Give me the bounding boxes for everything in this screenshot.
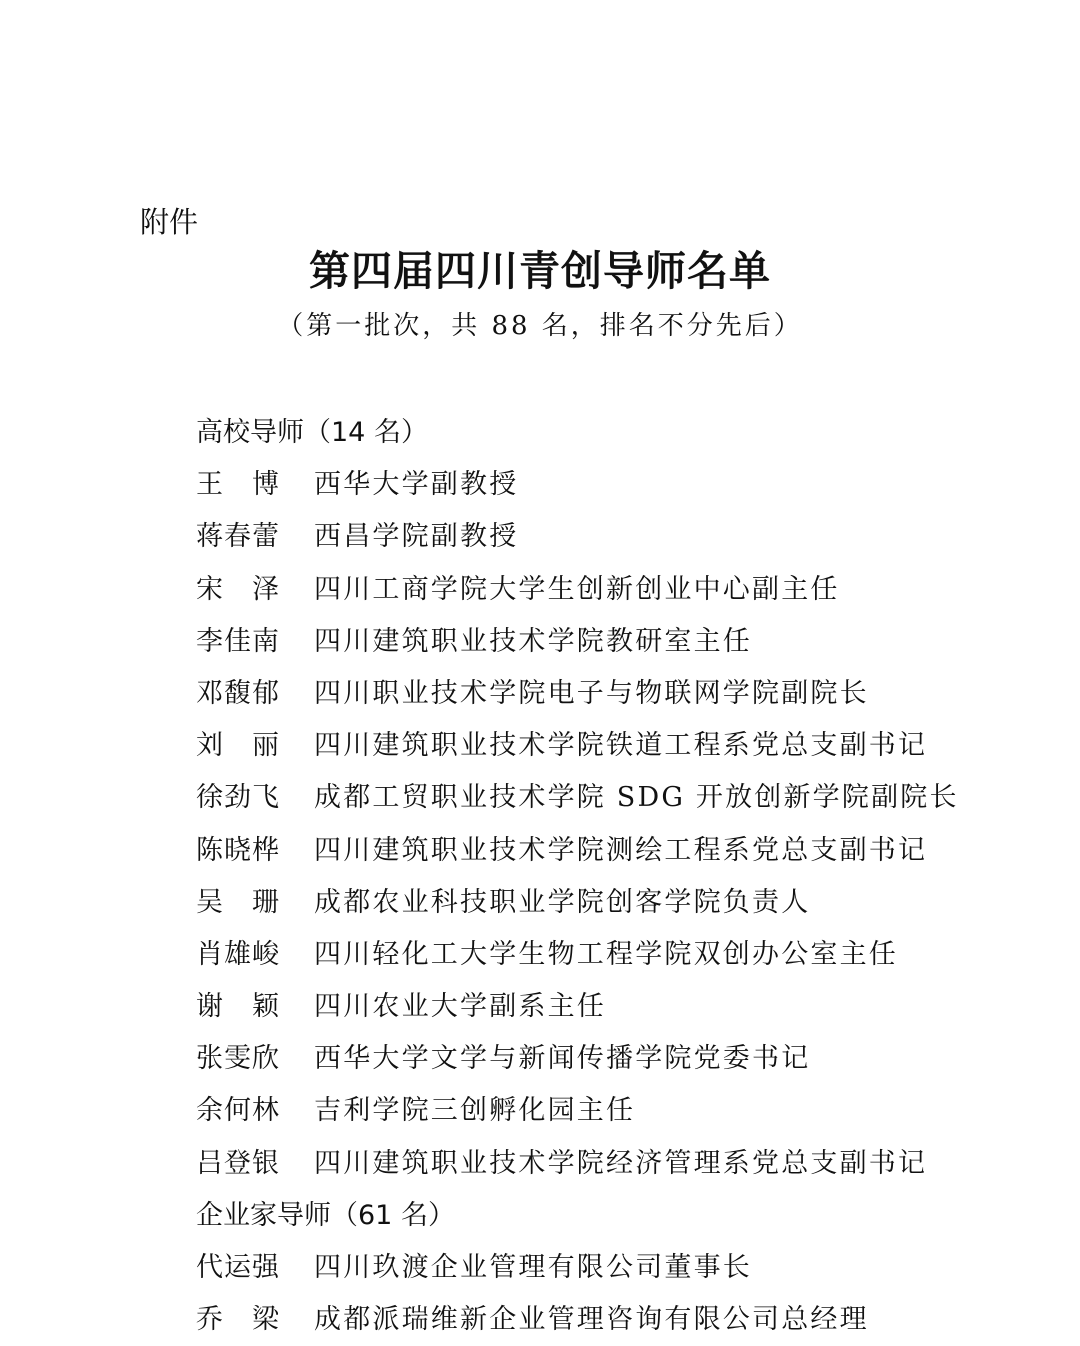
mentor-row [196,564,1056,616]
mentor-title: 四川玖渡企业管理有限公司董事长 [314,1252,752,1283]
mentor-row [196,929,1056,981]
section-heading-entrepreneur: 企业家导师（61 名） [196,1199,455,1231]
mentor-row [196,1085,1056,1137]
mentor-title: 成都工贸职业技术学院 SDG 开放创新学院副院长 [314,782,959,814]
mentor-name: 刘 丽 [196,730,280,762]
mentor-row [196,772,1056,824]
mentor-list [196,407,1056,1346]
mentor-row [196,981,1056,1033]
mentor-row [196,720,1056,772]
mentor-name: 蒋春蕾 [196,521,280,553]
mentor-name: 乔 梁 [196,1304,280,1336]
mentor-row [196,1138,1056,1190]
mentor-row [196,825,1056,877]
mentor-title: 四川工商学院大学生创新创业中心副主任 [314,573,840,605]
mentor-name: 王 博 [196,469,280,501]
mentor-title: 四川建筑职业技术学院经济管理系党总支副书记 [314,1147,928,1179]
mentor-title: 西昌学院副教授 [314,521,519,553]
attachment-label: 附件 [140,205,199,239]
mentor-name: 邓馥郁 [196,677,280,709]
mentor-name: 李佳南 [196,625,280,657]
mentor-row [196,511,1056,563]
mentor-name: 谢 颖 [196,991,280,1023]
mentor-row [196,1294,1056,1346]
mentor-name: 吕登银 [196,1147,280,1179]
mentor-name: 吴 珊 [196,886,280,918]
section-heading-university: 高校导师（14 名） [196,417,428,448]
mentor-title: 吉利学院三创孵化园主任 [314,1095,636,1127]
mentor-title: 成都派瑞维新企业管理咨询有限公司总经理 [314,1304,869,1336]
mentor-title: 西华大学副教授 [314,469,519,501]
mentor-row [196,668,1056,720]
mentor-name: 余何林 [196,1095,280,1127]
document-subtitle: （第一批次，共 88 名，排名不分先后） [277,311,803,341]
mentor-name: 陈晓桦 [196,834,280,866]
mentor-name: 代运强 [196,1252,280,1283]
mentor-row [196,616,1056,668]
mentor-name: 徐劲飞 [196,782,280,814]
mentor-name: 宋 泽 [196,573,280,605]
mentor-title: 四川建筑职业技术学院教研室主任 [314,625,752,657]
mentor-row [196,1242,1056,1294]
mentor-title: 四川农业大学副系主任 [314,991,606,1023]
mentor-title: 四川轻化工大学生物工程学院双创办公室主任 [314,938,898,970]
mentor-name: 张雯欣 [196,1043,280,1075]
mentor-row [196,459,1056,511]
mentor-title: 西华大学文学与新闻传播学院党委书记 [314,1043,811,1075]
document-title: 第四届四川青创导师名单 [309,247,771,295]
mentor-row [196,877,1056,929]
mentor-title: 四川建筑职业技术学院测绘工程系党总支副书记 [314,834,928,866]
mentor-title: 四川建筑职业技术学院铁道工程系党总支副书记 [314,730,928,762]
mentor-title: 四川职业技术学院电子与物联网学院副院长 [314,677,869,709]
mentor-title: 成都农业科技职业学院创客学院负责人 [314,886,811,918]
mentor-row [196,1033,1056,1085]
mentor-name: 肖雄峻 [196,938,280,970]
